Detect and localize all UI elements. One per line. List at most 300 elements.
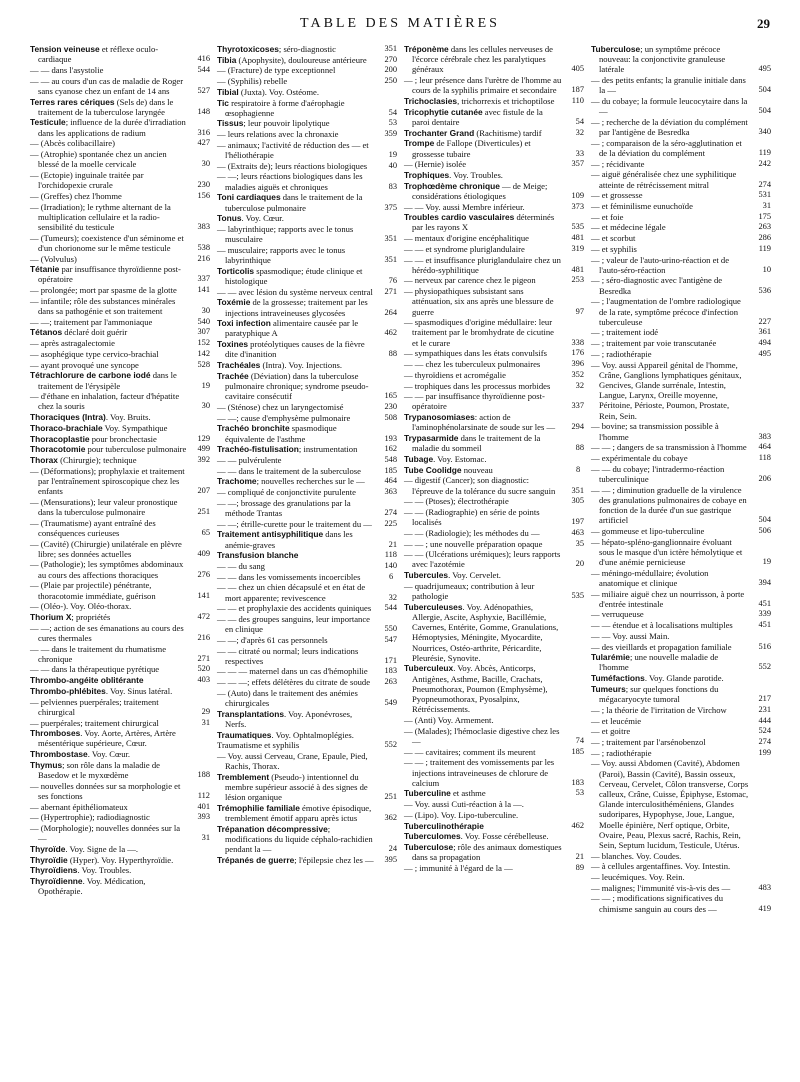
entry-heading: Trophiques	[404, 169, 450, 180]
index-entry	[30, 360, 210, 370]
entry-text: de la grossesse; traitement par les injections intraveineuses glycosées	[225, 297, 368, 318]
index-entry	[591, 851, 771, 861]
entry-page-number: 548	[384, 454, 397, 464]
index-entry	[404, 821, 584, 831]
entry-text: — et foie	[591, 211, 624, 222]
entry-page-number: 351	[384, 234, 397, 244]
index-entry	[591, 244, 771, 254]
entry-page-number: 183	[571, 777, 584, 787]
entry-page-number: 462	[384, 328, 397, 338]
entry-page-number: 119	[758, 148, 771, 158]
index-entry	[217, 529, 397, 549]
entry-page-number: 463	[571, 527, 584, 537]
entry-text: — sympathiques dans les états convulsifs	[404, 348, 547, 359]
entry-page-number: 197	[571, 517, 584, 527]
entry-heading: Trémophilie familiale	[217, 803, 300, 814]
index-entry	[404, 159, 584, 169]
entry-page-number: 319	[571, 243, 584, 253]
index-entry	[30, 844, 210, 854]
entry-heading: Trépanés de guerre	[217, 855, 295, 866]
index-entry	[217, 87, 397, 97]
entry-page-number: 549	[384, 698, 397, 708]
index-entry	[217, 140, 397, 160]
index-entry	[30, 580, 210, 600]
index-entry	[591, 222, 771, 232]
index-entry	[404, 810, 584, 820]
entry-text: — à cellules argentaffines. Voy. Intestin.	[591, 861, 731, 872]
index-entry	[591, 609, 771, 619]
index-entry	[217, 402, 397, 412]
index-entry	[30, 612, 210, 622]
entry-page-number: 444	[758, 715, 771, 725]
entry-text: — et grossesse	[591, 190, 643, 201]
entry-text: . Voy. Médication, Opothérapie.	[38, 876, 146, 897]
entry-text: — et syphilis	[591, 243, 637, 254]
entry-text: — blanches. Voy. Coudes.	[591, 850, 682, 861]
entry-text: (Rachitisme) tardif	[474, 127, 542, 138]
entry-text: — (Oléo-). Voy. Oléo-thorax.	[30, 601, 132, 612]
entry-text: — — pulvérulente	[217, 454, 282, 465]
index-entry	[30, 117, 210, 137]
entry-text: ; un symptôme précoce nouveau: la conjonctivite granuleuse latérale	[599, 44, 726, 75]
entry-heading: Thoracotomie	[30, 444, 86, 455]
entry-page-number: 263	[384, 677, 397, 687]
entry-page-number: 504	[758, 106, 771, 116]
entry-heading: Thrombo-phlébites	[30, 685, 106, 696]
entry-page-number: 274	[384, 507, 397, 517]
entry-page-number: 264	[384, 307, 397, 317]
entry-page-number: 409	[197, 548, 210, 558]
index-entry	[217, 224, 397, 244]
entry-heading: Trochanter Grand	[404, 127, 475, 138]
entry-page-number: 538	[197, 242, 210, 252]
entry-heading: Tétanie	[30, 264, 60, 275]
entry-text: — digestif (Cancer); son diagnostic: l'épreuve de la tolérance du sucre sanguin	[404, 475, 556, 496]
index-entry	[591, 568, 771, 588]
index-entry	[217, 550, 397, 560]
index-entry	[591, 75, 771, 95]
index-entry	[404, 433, 584, 453]
index-entry	[30, 686, 210, 696]
entry-heading: Tibia	[217, 54, 237, 65]
index-entry	[30, 412, 210, 422]
entry-page-number: 352	[571, 369, 584, 379]
entry-page-number: 351	[571, 485, 584, 495]
index-entry	[217, 245, 397, 265]
entry-heading: Tissus	[217, 118, 244, 129]
index-entry	[217, 76, 397, 86]
entry-text: — spasmodiques d'origine médullaire: leur traitement par le bromhydrate de cicutine et le curare	[404, 317, 554, 348]
entry-text: — ; récidivante	[591, 158, 645, 169]
entry-text: . Voy. Cervelet.	[448, 570, 501, 581]
entry-page-number: 286	[758, 233, 771, 243]
entry-heading: Toni cardiaques	[217, 192, 281, 203]
entry-page-number: 552	[384, 740, 397, 750]
index-entry	[404, 202, 584, 212]
entry-text: — — (Ptoses); électrothérapie	[404, 496, 509, 507]
index-entry	[404, 715, 584, 725]
index-entry	[404, 496, 584, 506]
entry-text: . Voy. Sinus latéral.	[105, 685, 173, 696]
index-entry	[217, 855, 397, 865]
entry-page-number: 401	[197, 801, 210, 811]
index-entry	[30, 285, 210, 295]
entry-text: — ; recherche de la déviation du complément par l'antigène de Besredka	[591, 116, 748, 138]
index-entry	[404, 475, 584, 495]
index-entry	[591, 453, 771, 463]
entry-heading: Tubage	[404, 453, 434, 464]
index-entry	[404, 255, 584, 275]
index-entry	[591, 96, 771, 116]
entry-text: — — dans le traitement de la suberculose	[217, 465, 361, 476]
entry-heading: Thoraco-brachiale	[30, 422, 103, 433]
entry-heading: Tréponème	[404, 44, 449, 54]
index-entry	[591, 642, 771, 652]
entry-text: . Voy. Aorte, Artères, Artère mésentérique supérieure, Cœur.	[38, 728, 176, 749]
entry-text: — (Extraits de); leurs réactions biologiques	[217, 160, 368, 171]
index-entry	[30, 434, 210, 444]
index-entry	[217, 772, 397, 803]
entry-text: : action de l'aminophénolarsinate de soude sur les —	[412, 412, 556, 433]
entry-text: . Voy. Adénopathies, Allergie, Ascite, Asphyxie, Bacillémie, Cavernes, Entérite, Gomme, Granulations, Hémoptysies, Méningite, Myocardite, Nourrices, Ostéo-arthrite, Péricardite, Pleurésie, Synovite.	[412, 601, 559, 663]
entry-text: émotive épisodique, tremblement émotif apparu après ictus	[225, 803, 372, 824]
index-entry	[591, 201, 771, 211]
index-entry	[30, 823, 210, 843]
entry-page-number: 383	[197, 221, 210, 231]
entry-text: — compliqué de conjonctivite purulente	[217, 487, 356, 498]
entry-text: — (Lipo). Voy. Lipo-tuberculine.	[404, 809, 519, 820]
index-entry	[404, 181, 584, 201]
entry-text: — (Auto) dans le traitement des anémies chirurgicales	[217, 687, 358, 709]
entry-page-number: 361	[758, 327, 771, 337]
entry-heading: Thorax	[30, 454, 58, 465]
entry-heading: Trypanosomiases	[404, 412, 475, 423]
entry-text: — —; action de ses émanations au cours des cures thermales	[30, 622, 184, 643]
index-entry	[591, 872, 771, 882]
entry-text: — — des groupes sanguins, leur importance en clinique	[217, 613, 370, 635]
index-entry	[30, 760, 210, 780]
index-entry	[217, 487, 397, 497]
entry-page-number: 110	[571, 96, 584, 106]
entry-text: — (Abcès colibacillaire)	[30, 138, 115, 149]
entry-page-number: 141	[197, 285, 210, 295]
entry-text: — ; séro-diagnostic avec l'antigène de Besredka	[591, 275, 723, 296]
index-entry	[591, 190, 771, 200]
entry-page-number: 540	[197, 316, 210, 326]
index-entry	[404, 454, 584, 464]
entry-text: — ; comparaison de la séro-agglutination et de la déviation du complément	[591, 137, 742, 159]
entry-text: — trophiques dans les processus morbides	[404, 380, 551, 391]
entry-heading: Thoracoplastie	[30, 433, 90, 444]
entry-text: — (Mensurations); leur valeur pronostique dans la tuberculose pulmonaire	[30, 496, 178, 517]
entry-heading: Trachée	[217, 370, 249, 381]
entry-text: (Juxta). Voy. Ostéome.	[238, 86, 319, 97]
entry-heading: Tuberculose	[404, 841, 454, 852]
entry-text: — (Sténose) chez un laryngectomisé	[217, 401, 344, 412]
entry-text: — (Pathologie); les symptômes abdominaux au cours des affections thoraciques	[30, 559, 184, 580]
entry-page-number: 156	[197, 190, 210, 200]
entry-page-number: 351	[384, 44, 397, 53]
entry-heading: Thyroïdienne	[30, 876, 83, 887]
entry-text: ; rôle des animaux domestiques dans sa propagation	[412, 841, 562, 863]
index-entry	[404, 549, 584, 569]
entry-page-number: 112	[197, 790, 210, 800]
entry-text: — (Hernie) isolée	[404, 159, 467, 170]
entry-text: , trichorrexis et trichoptilose	[457, 96, 555, 107]
index-entry	[30, 865, 210, 875]
entry-text: — et médecine légale	[591, 222, 666, 233]
entry-text: ; leur pouvoir lipolytique	[243, 118, 330, 129]
index-entry	[217, 519, 397, 529]
index-entry	[217, 413, 397, 423]
entry-text: — — ; dangers de sa transmission à l'homme	[591, 442, 747, 453]
index-entry	[30, 423, 210, 433]
index-entry	[404, 96, 584, 106]
index-entry	[30, 876, 210, 896]
entry-text: — prolongée; mort par spasme de la glotte	[30, 285, 177, 296]
entry-page-number: 250	[384, 76, 397, 86]
entry-text: — après astragalectomie	[30, 338, 115, 349]
index-entry	[217, 803, 397, 823]
entry-heading: Thrombostase	[30, 749, 88, 760]
entry-text: — Voy. aussi Appareil génital de l'homme, Crâne, Ganglions lymphatiques génitaux, Gencives, Glande surrénale, Intestin, Langue, Larynx, Oreille moyenne, Péritoine, Périoste, Poumon, Prostate, Rein, Sein.	[591, 359, 742, 421]
entry-heading: Tibial	[217, 86, 239, 97]
entry-text: . Voy. Estomac.	[433, 453, 487, 464]
index-entry	[404, 170, 584, 180]
entry-text: . Voy. Troubles.	[77, 865, 132, 876]
entry-text: — — (Radiographie) en série de points localisés	[404, 506, 540, 528]
index-entry	[591, 327, 771, 337]
entry-page-number: 527	[197, 85, 210, 95]
entry-page-number: 274	[758, 736, 771, 746]
index-entry	[30, 370, 210, 390]
entry-text: — — (Radiologie); les méthodes du —	[404, 527, 540, 538]
entry-text: ; séro-diagnostic	[278, 44, 336, 54]
entry-page-number: 270	[384, 54, 397, 64]
entry-text: — ; leur présence dans l'urètre de l'homme au cours de la syphilis primaire et secondaire	[404, 75, 562, 96]
entry-page-number: 338	[571, 337, 584, 347]
entry-page-number: 294	[571, 422, 584, 432]
entry-text: — hépato-spléno-ganglionnaire évoluant sous le masque d'un ictère hémolytique et d'une anémie pernicieuse	[591, 536, 743, 567]
entry-text: — des petits enfants; la granulie initiale dans la —	[591, 75, 746, 96]
entry-page-number: 337	[571, 401, 584, 411]
index-entry	[404, 507, 584, 527]
entry-text: — — du cobaye; l'intradermo-réaction tuberculinique	[591, 463, 725, 484]
index-entry	[30, 559, 210, 579]
index-entry	[30, 149, 210, 169]
entry-text: — ; traitement par l'arsénobenzol	[591, 736, 706, 747]
entry-text: (Pseudo-) intentionnel du membre supérieur associé à des signes de lésion organique	[225, 772, 368, 803]
page-header	[30, 16, 770, 38]
entry-page-number: 499	[197, 444, 210, 454]
entry-text: (Hyper). Voy. Hyperthyroïdie.	[67, 854, 174, 865]
entry-page-number: 552	[758, 662, 771, 672]
index-entry	[217, 339, 397, 359]
index-entry	[217, 688, 397, 708]
index-entry	[591, 338, 771, 348]
entry-text: ; l'épilepsie chez les —	[294, 855, 374, 866]
entry-text: — (Anti) Voy. Armement.	[404, 715, 494, 725]
entry-text: ; influence de la durée d'irradiation dans les applications de radium	[38, 117, 186, 138]
entry-text: — — Voy. aussi Membre inférieur.	[404, 201, 525, 212]
entry-page-number: 118	[758, 452, 771, 462]
entry-text: — (Déformations); prophylaxie et traitement par l'entraînement spiroscopique chez les enfants	[30, 465, 185, 497]
entry-text: — expérimentale du cobaye	[591, 452, 688, 463]
entry-text: . Voy. Aponévroses, Nerfs.	[225, 708, 353, 729]
entry-page-number: 451	[758, 620, 771, 630]
entry-text: ; sur quelques fonctions du mégacaryocyte tumoral	[599, 683, 719, 705]
entry-text: . Voy. Bruits.	[105, 412, 151, 423]
entry-text: — infantile; rôle des substances minérales dans sa pathogénie et son traitement	[30, 295, 176, 317]
entry-page-number: 185	[384, 465, 397, 475]
entry-text: — (Malades); l'hémoclasie digestive chez les —	[404, 725, 560, 746]
entry-page-number: 140	[384, 560, 397, 570]
entry-text: — — dans l'asystolie	[30, 64, 104, 75]
index-entry	[404, 747, 584, 757]
entry-text: — des vieillards et propagation familiale	[591, 641, 732, 652]
index-entry	[30, 327, 210, 337]
index-entry	[591, 883, 771, 893]
index-entry	[591, 255, 771, 275]
index-entry	[217, 635, 397, 645]
entry-text: — musculaire; rapports avec le tonus labyrinthique	[217, 244, 346, 266]
entry-text: — — dans le traitement du rhumatisme chronique	[30, 643, 167, 664]
entry-text: — d'éthane en inhalation, facteur d'hépatite chez la souris	[30, 391, 180, 412]
entry-text: — Voy. aussi Cuti-réaction à la —.	[404, 799, 524, 810]
index-entry	[404, 539, 584, 549]
entry-page-number: 464	[758, 442, 771, 452]
index-entry	[404, 842, 584, 862]
index-column-3	[404, 44, 584, 1074]
running-title: TABLE DES MATIÈRES	[300, 16, 500, 31]
entry-heading: Tuberculeuses	[404, 601, 463, 612]
entry-text: — — avec lésion du système nerveux central	[217, 286, 373, 297]
entry-text: — aiguë généralisée chez une syphilitique atteinte de rétrécissement mitral	[591, 169, 737, 190]
entry-text: — — cavitaires; comment ils meurent	[404, 746, 536, 757]
entry-text: — — — maternel dans un cas d'hémophilie	[217, 666, 368, 677]
entry-text: — — et prophylaxie des accidents quiniques	[217, 603, 372, 614]
index-columns	[30, 44, 770, 1074]
entry-text: ; modifications du liquide céphalo-rachidien pendant la —	[225, 824, 373, 855]
entry-text: — —; d'après 61 cas personnels	[217, 634, 328, 645]
entry-page-number: 547	[384, 634, 397, 644]
entry-page-number: 187	[571, 85, 584, 95]
index-entry	[404, 663, 584, 714]
entry-text: — et féminilisme eunuchoïde	[591, 201, 693, 212]
entry-page-number: 185	[571, 746, 584, 756]
entry-heading: Tuberculeux	[404, 663, 454, 674]
index-entry	[217, 476, 397, 486]
entry-text: . Voy. Cœur.	[241, 213, 284, 224]
entry-page-number: 307	[197, 327, 210, 337]
index-entry	[30, 664, 210, 674]
entry-text: — ; radiothérapie	[591, 747, 652, 758]
entry-text: — ; l'augmentation de l'ombre radiologique de la rate, symptôme précoce d'infection tuberculeuse	[591, 296, 741, 327]
entry-text: — — ; une nouvelle préparation opaque	[404, 538, 543, 549]
entry-text: — gommeuse et lipo-tuberculine	[591, 525, 705, 536]
entry-heading: Toxémie	[217, 297, 251, 308]
entry-page-number: 141	[197, 590, 210, 600]
entry-page-number: 481	[571, 233, 584, 243]
index-column-4	[591, 44, 771, 1074]
index-entry	[404, 317, 584, 348]
index-entry	[217, 65, 397, 75]
entry-page-number: 508	[384, 412, 397, 422]
index-entry	[217, 730, 397, 740]
index-entry	[217, 171, 397, 191]
index-entry	[217, 646, 397, 666]
index-entry	[591, 893, 771, 913]
entry-text: ; nouvelles recherches sur le —	[256, 476, 365, 487]
entry-page-number: 451	[758, 598, 771, 608]
index-entry	[404, 348, 584, 358]
index-entry	[591, 44, 771, 75]
entry-text: — — ; diminution graduelle de la virulence des granulations pulmonaires de cobaye en fonction de la durée d'un sue gastrique artificiel	[591, 484, 747, 526]
entry-page-number: 535	[571, 591, 584, 601]
entry-text: — leucémiques. Voy. Rein.	[591, 872, 685, 883]
entry-heading: Tricophytie cutanée	[404, 106, 483, 117]
index-entry	[217, 603, 397, 613]
entry-text: — — dans la thérapeutique pyrétique	[30, 664, 160, 675]
entry-heading: Tuberculose	[591, 44, 641, 54]
entry-text: ; propriétés	[71, 611, 111, 622]
entry-text: et asthme	[450, 788, 486, 799]
index-entry	[404, 412, 584, 432]
entry-text: — bovine; sa transmission possible à l'homme	[591, 421, 719, 442]
entry-text: — de Meige; considérations étiologiques	[412, 180, 548, 201]
entry-heading: Trachome	[217, 476, 257, 487]
index-entry	[404, 44, 584, 75]
entry-page-number: 464	[384, 476, 397, 486]
index-entry	[591, 652, 771, 672]
entry-page-number: 363	[384, 487, 397, 497]
entry-page-number: 263	[758, 222, 771, 232]
index-entry	[591, 526, 771, 536]
index-column-1	[30, 44, 210, 1074]
entry-page-number: 524	[758, 726, 771, 736]
index-entry	[591, 117, 771, 137]
index-entry	[30, 601, 210, 611]
index-entry	[30, 97, 210, 117]
index-entry	[404, 391, 584, 411]
entry-text: pour tuberculose pulmonaire	[85, 444, 187, 455]
entry-page-number: 472	[197, 611, 210, 621]
index-entry	[404, 244, 584, 254]
entry-text: — ; valeur de l'auto-urino-réaction et de l'auto-séro-réaction	[591, 254, 730, 275]
index-entry	[217, 360, 397, 370]
entry-text: — quadrijumeaux; contribution à leur pathologie	[404, 580, 535, 602]
entry-text: — — chez un chien décapsulé et en état de mort apparente; revivescence	[217, 582, 366, 603]
entry-page-number: 225	[384, 518, 397, 528]
entry-text: — malignes; l'immunité vis-à-vis des —	[591, 882, 731, 893]
entry-text: — —; traitement par l'ammoniaque	[30, 316, 153, 327]
index-entry	[30, 466, 210, 497]
index-entry	[591, 360, 771, 421]
entry-page-number: 462	[571, 820, 584, 830]
index-entry	[217, 55, 397, 65]
index-entry	[217, 614, 397, 634]
entry-text: — (Traumatisme) ayant entraîné des conséquences curieuses	[30, 517, 156, 538]
index-entry	[404, 107, 584, 127]
index-entry	[591, 748, 771, 758]
entry-heading: Transplantations	[217, 708, 285, 719]
entry-text: — et leucémie	[591, 715, 642, 726]
index-entry	[30, 855, 210, 865]
entry-page-number: 216	[197, 632, 210, 642]
entry-page-number: 207	[197, 486, 210, 496]
index-entry	[217, 423, 397, 443]
entry-text: — leurs relations avec la chronaxie	[217, 129, 339, 140]
